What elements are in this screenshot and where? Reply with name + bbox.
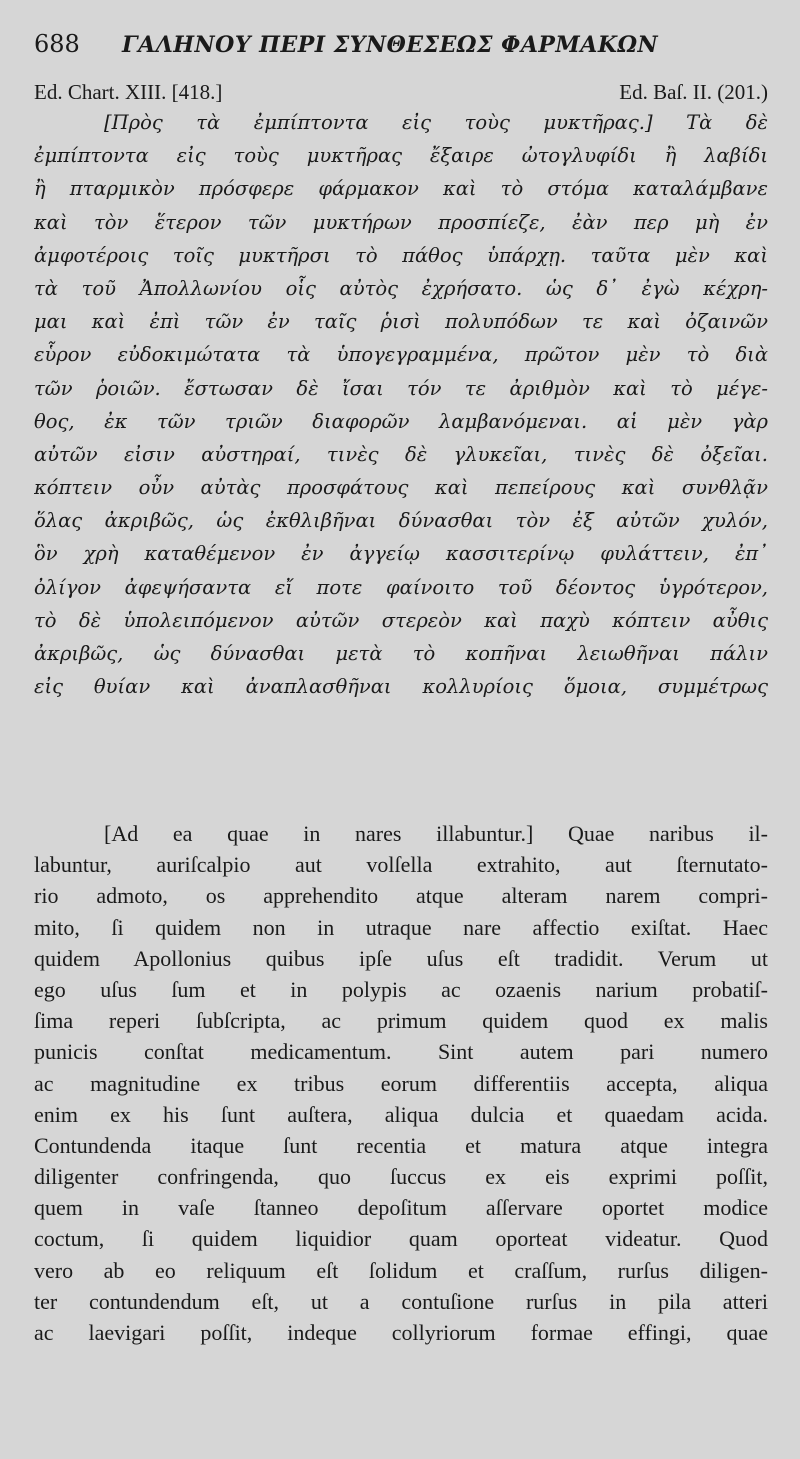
latin-line: Contundenda itaque ſunt recentia et matura atque integra xyxy=(34,1132,768,1158)
greek-line: αὐτῶν εἰσιν αὐστηραί, τινὲς δὲ γλυκεῖαι, τινὲς δὲ ὀξεῖαι. xyxy=(34,442,768,466)
latin-text-block xyxy=(34,818,768,1348)
running-title: ΓΑΛΗΝΟΥ ΠΕΡΙ ΣΥΝΘΕΣΕΩΣ ΦΑΡΜΑΚΩΝ xyxy=(122,32,659,58)
latin-line: quidem Apollonius quibus ipſe uſus eſt tradidit. Verum ut xyxy=(34,945,768,971)
greek-line: κόπτειν οὖν αὐτὰς προσφάτους καὶ πεπείρους καὶ συνθλᾷν xyxy=(34,476,768,500)
greek-line: εὗρον εὐδοκιμώτατα τὰ ὑπογεγραμμένα, πρῶτον μὲν τὸ διὰ xyxy=(34,343,768,367)
edition-basel: Ed. Baſ. II. (201.) xyxy=(619,80,768,104)
greek-line: τῶν ῥοιῶν. ἔστωσαν δὲ ἴσαι τόν τε ἀριθμὸν καὶ τὸ μέγε- xyxy=(34,376,768,400)
greek-line: ὅλας ἀκριβῶς, ὡς ἐκθλιβῆναι δύνασθαι τὸν ἐξ αὐτῶν χυλόν, xyxy=(34,509,768,533)
latin-line: ego uſus ſum et in polypis ac ozaenis narium probatiſ- xyxy=(34,976,768,1002)
greek-line: ἢ πταρμικὸν πρόσφερε φάρμακον καὶ τὸ στόμα καταλάμβανε xyxy=(34,177,768,201)
greek-line: ὀλίγον ἀφεψήσαντα εἴ ποτε φαίνοιτο τοῦ δέοντος ὑγρότερον, xyxy=(34,575,768,599)
latin-line: coctum, ſi quidem liquidior quam oporteat videatur. Quod xyxy=(34,1226,768,1252)
latin-line: mito, ſi quidem non in utraque nare affectio exiſtat. Haec xyxy=(34,914,768,940)
greek-line: καὶ τὸν ἕτερον τῶν μυκτήρων προσπίεζε, ἐὰν περ μὴ ἐν xyxy=(34,210,768,234)
page-number: 688 xyxy=(34,30,80,58)
latin-line: ac laevigari poſſit, indeque collyriorum formae effingi, quae xyxy=(34,1320,768,1345)
greek-line: εἰς θυίαν καὶ ἀναπλασθῆναι κολλυρίοις ὅμοια, συμμέτρως xyxy=(34,675,768,699)
latin-line: vero ab eo reliquum eſt ſolidum et craſſum, rurſus diligen- xyxy=(34,1257,768,1283)
latin-line: rio admoto, os apprehendito atque alteram narem compri- xyxy=(34,883,768,909)
latin-line: quem in vaſe ſtanneo depoſitum aſſervare oportet modice xyxy=(34,1195,768,1221)
latin-line: [Ad ea quae in nares illabuntur.] Quae naribus il- xyxy=(104,821,768,846)
greek-line: ὃν χρὴ καταθέμενον ἐν ἀγγείῳ κασσιτερίνῳ φυλάττειν, ἐπ᾽ xyxy=(34,542,768,566)
latin-line: ter contundendum eſt, ut a contuſione rurſus in pila atteri xyxy=(34,1288,768,1314)
greek-line: ἀμφοτέροις τοῖς μυκτῆρσι τὸ πάθος ὑπάρχῃ. ταῦτα μὲν καὶ xyxy=(34,243,768,267)
greek-line: μαι καὶ ἐπὶ τῶν ἐν ταῖς ῥισὶ πολυπόδων τε καὶ ὀζαινῶν xyxy=(34,310,768,334)
greek-line: ἀκριβῶς, ὡς δύνασθαι μετὰ τὸ κοπῆναι λειωθῆναι πάλιν xyxy=(34,642,768,665)
edition-reference xyxy=(34,80,768,106)
greek-text-block xyxy=(34,106,768,703)
latin-line: diligenter confringenda, quo ſuccus ex eis exprimi poſſit, xyxy=(34,1164,768,1190)
greek-line: τὸ δὲ ὑπολειπόμενον αὐτῶν στερεὸν καὶ παχὺ κόπτειν αὖθις xyxy=(34,608,768,632)
latin-line: enim ex his ſunt auſtera, aliqua dulcia et quaedam acida. xyxy=(34,1101,768,1127)
greek-line: θος, ἐκ τῶν τριῶν διαφορῶν λαμβανόμεναι. αἱ μὲν γὰρ xyxy=(34,409,768,433)
latin-line: punicis conſtat medicamentum. Sint autem pari numero xyxy=(34,1039,768,1065)
latin-line: ſima reperi ſubſcripta, ac primum quidem quod ex malis xyxy=(34,1008,768,1034)
greek-line: [Πρὸς τὰ ἐμπίπτοντα εἰς τοὺς μυκτῆρας.] Τὰ δὲ xyxy=(104,111,768,134)
greek-line: τὰ τοῦ Ἀπολλωνίου οἷς αὐτὸς ἐχρήσατο. ὡς δ᾽ ἐγὼ κέχρη- xyxy=(34,276,768,300)
latin-line: ac magnitudine ex tribus eorum differentiis accepta, aliqua xyxy=(34,1070,768,1096)
greek-line: ἐμπίπτοντα εἰς τοὺς μυκτῆρας ἔξαιρε ὠτογλυφίδι ἢ λαβίδι xyxy=(34,144,768,168)
latin-line: labuntur, auriſcalpio aut volſella extrahito, aut ſternutato- xyxy=(34,852,768,878)
page-header xyxy=(34,30,774,64)
edition-chartier: Ed. Chart. XIII. [418.] xyxy=(34,80,223,104)
